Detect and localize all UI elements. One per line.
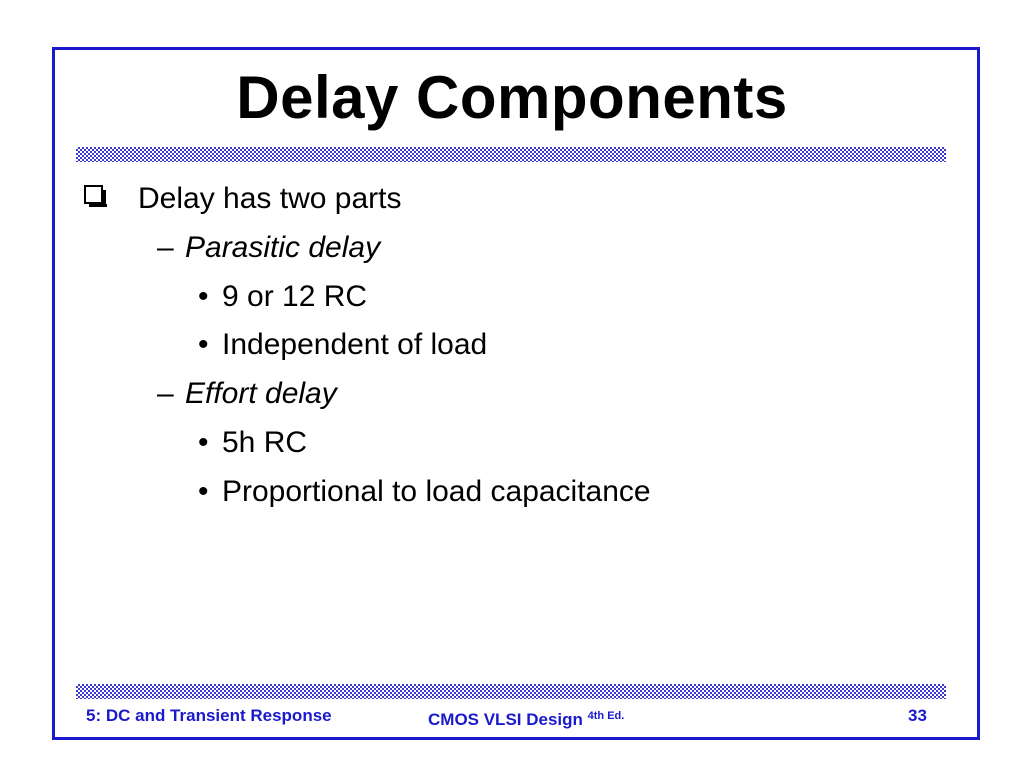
footer-page-number: 33	[908, 706, 927, 725]
footer-section-title: 5: DC and Transient Response	[86, 706, 332, 725]
dot-bullet-icon: •	[198, 280, 209, 313]
footer-edition: 4th Ed.	[587, 710, 625, 722]
bullet-effort-item-1: 5h RC	[222, 426, 308, 459]
dot-bullet-icon: •	[198, 475, 209, 508]
bullet-parasitic-delay: Parasitic delay	[185, 231, 381, 264]
slide-title: Delay Components	[236, 64, 788, 131]
footer-book-title	[428, 705, 624, 731]
dot-bullet-icon: •	[198, 328, 209, 361]
dash-bullet-icon: –	[157, 231, 174, 264]
footer-book-name: CMOS VLSI Design	[428, 710, 583, 729]
dash-bullet-icon: –	[157, 377, 174, 410]
bullet-effort-item-2: Proportional to load capacitance	[222, 475, 651, 508]
footer-divider-band	[76, 684, 946, 699]
dot-bullet-icon: •	[198, 426, 209, 459]
bullet-parasitic-item-2: Independent of load	[222, 328, 488, 361]
bullet-level1-text: Delay has two parts	[138, 182, 402, 215]
bullet-effort-delay: Effort delay	[185, 377, 337, 410]
bullet-parasitic-item-1: 9 or 12 RC	[222, 280, 368, 313]
checkbox-bullet-icon	[84, 185, 103, 204]
